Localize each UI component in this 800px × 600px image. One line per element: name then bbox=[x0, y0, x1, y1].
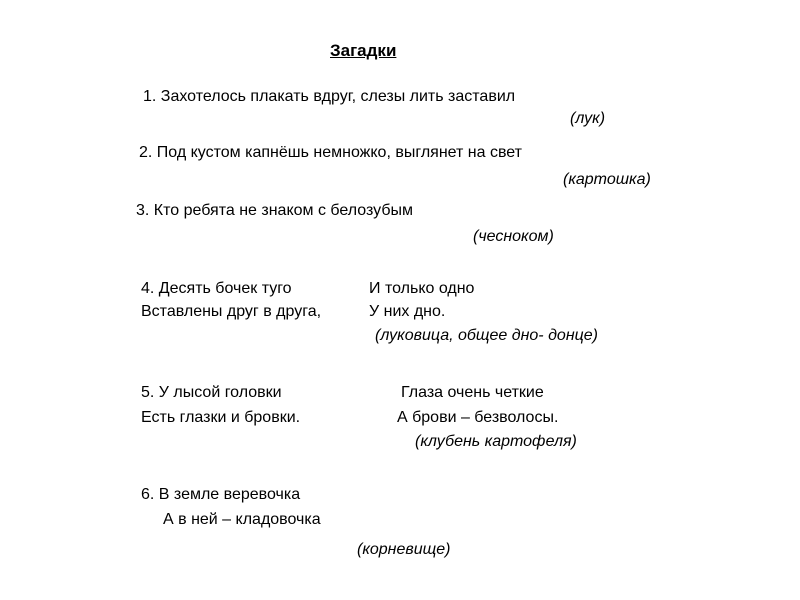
riddle-2-line: 2. Под кустом капнёшь немножко, выглянет на свет bbox=[139, 144, 522, 161]
riddle-5-answer: (клубень картофеля) bbox=[415, 433, 577, 450]
riddle-4-left-line-1: 4. Десять бочек туго bbox=[141, 280, 292, 297]
riddle-5-left-line-2: Есть глазки и бровки. bbox=[141, 409, 301, 426]
riddle-1-line: 1. Захотелось плакать вдруг, слезы лить заставил bbox=[143, 88, 516, 105]
riddle-6-line-2: А в ней – кладовочка bbox=[163, 511, 321, 528]
riddle-4-right-line-1: И только одно bbox=[369, 280, 475, 297]
riddle-4-left-line-2: Вставлены друг в друга, bbox=[141, 303, 322, 320]
riddle-5-right-line-2: А брови – безволосы. bbox=[397, 409, 559, 426]
riddle-5-right-line-1: Глаза очень четкие bbox=[401, 384, 544, 401]
riddle-6-line-1: 6. В земле веревочка bbox=[141, 486, 301, 503]
page-title: Загадки bbox=[330, 41, 397, 60]
riddle-3-answer: (чесноком) bbox=[473, 228, 554, 245]
riddle-6-answer: (корневище) bbox=[357, 541, 451, 558]
riddle-1-answer: (лук) bbox=[570, 110, 606, 127]
riddle-4-right-line-2: У них дно. bbox=[369, 303, 446, 320]
riddle-3-line: 3. Кто ребята не знаком с белозубым bbox=[136, 202, 413, 219]
riddle-4-answer: (луковица, общее дно- донце) bbox=[375, 327, 598, 344]
riddle-5-left-line-1: 5. У лысой головки bbox=[141, 384, 282, 401]
riddle-2-answer: (картошка) bbox=[563, 171, 651, 188]
